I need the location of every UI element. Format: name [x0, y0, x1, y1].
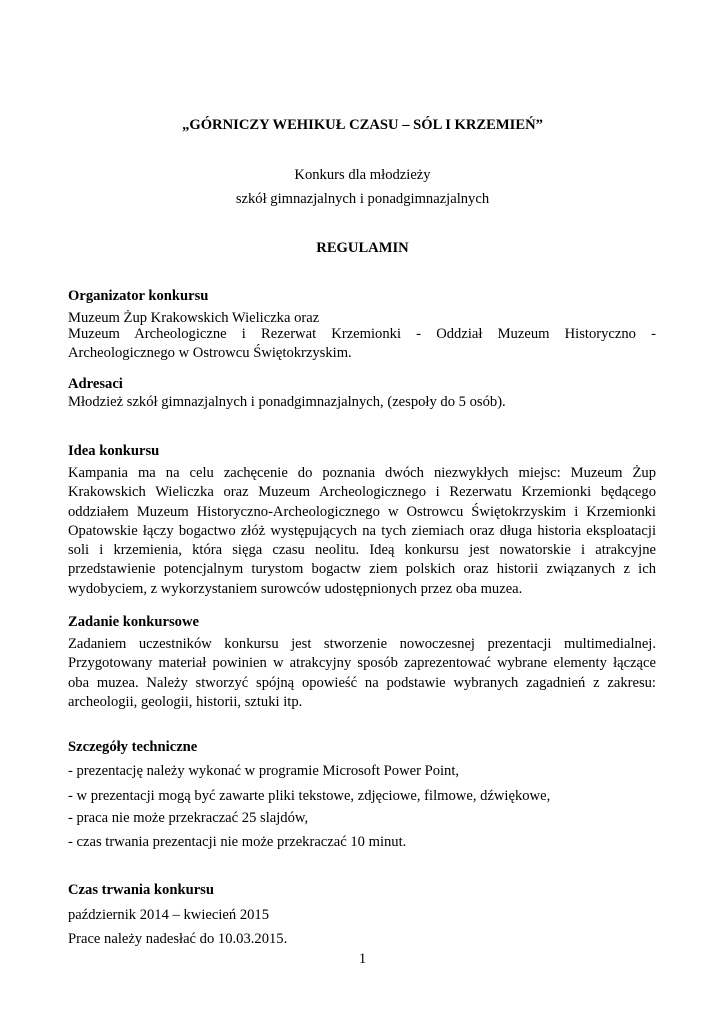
page-number: 1	[358, 951, 367, 967]
technical-item: - prezentację należy wykonać w programie Microsoft Power Point,	[68, 763, 460, 779]
subtitle-line-2: szkół gimnazjalnych i ponadgimnazjalnych	[235, 191, 490, 207]
technical-item: - praca nie może przekraczać 25 slajdów,	[68, 810, 309, 826]
regulamin-heading: REGULAMIN	[316, 240, 409, 256]
duration-deadline: Prace należy nadesłać do 10.03.2015.	[68, 931, 288, 947]
technical-item: - czas trwania prezentacji nie może przekraczać 10 minut.	[68, 834, 407, 850]
organizer-line-1: Muzeum Żup Krakowskich Wieliczka oraz	[68, 310, 320, 326]
idea-heading: Idea konkursu	[68, 443, 160, 459]
duration-period: październik 2014 – kwiecień 2015	[68, 907, 270, 923]
subtitle-line-1: Konkurs dla młodzieży	[294, 167, 431, 183]
organizer-line-2: Muzeum Archeologiczne i Rezerwat Krzemionki - Oddział Muzeum Historyczno - Archeologicznego w Ostrowcu Świętokrzyskim.	[68, 326, 656, 362]
technical-heading: Szczegóły techniczne	[68, 739, 198, 755]
idea-text: Kampania ma na celu zachęcenie do poznania dwóch niezwykłych miejsc: Muzeum Żup Krakowskich Wieliczka oraz Muzeum Archeologicznego i Rezerwatu Krzemionki będącego oddziałem Muzeum Historyczno-Archeologicznego w Ostrowcu Świętokrzyskim i Krzemionki Opatowskie łączy bogactwo złóż występujących na tych ziemiach oraz długa historia eksploatacji soli i krzemienia, która sięga czasu neolitu. Ideą konkursu jest nowatorskie i atrakcyjne przedstawienie potencjalnym turystom bogactw ziem polskich oraz historii związanych z ich wydobyciem, z wykorzystaniem surowców udostępnionych przez oba muzea.	[68, 465, 656, 597]
addressees-text: Młodzież szkół gimnazjalnych i ponadgimnazjalnych, (zespoły do 5 osób).	[68, 394, 506, 410]
task-heading: Zadanie konkursowe	[68, 614, 199, 630]
addressees-heading: Adresaci	[68, 376, 123, 392]
duration-heading: Czas trwania konkursu	[68, 882, 214, 898]
technical-item: - w prezentacji mogą być zawarte pliki tekstowe, zdjęciowe, filmowe, dźwiękowe,	[68, 788, 551, 804]
task-text: Zadaniem uczestników konkursu jest stworzenie nowoczesnej prezentacji multimedialnej. Przygotowany materiał powinien w atrakcyjny sposób zaprezentować wybrane elementy łączące oba muzea. Należy stworzyć spójną opowieść na podstawie wybranych zagadnień z zakresu: archeologii, geologii, historii, sztuki itp.	[68, 636, 656, 710]
organizer-heading: Organizator konkursu	[68, 288, 209, 304]
document-title: „GÓRNICZY WEHIKUŁ CZASU – SÓL I KRZEMIEŃ”	[182, 117, 543, 133]
